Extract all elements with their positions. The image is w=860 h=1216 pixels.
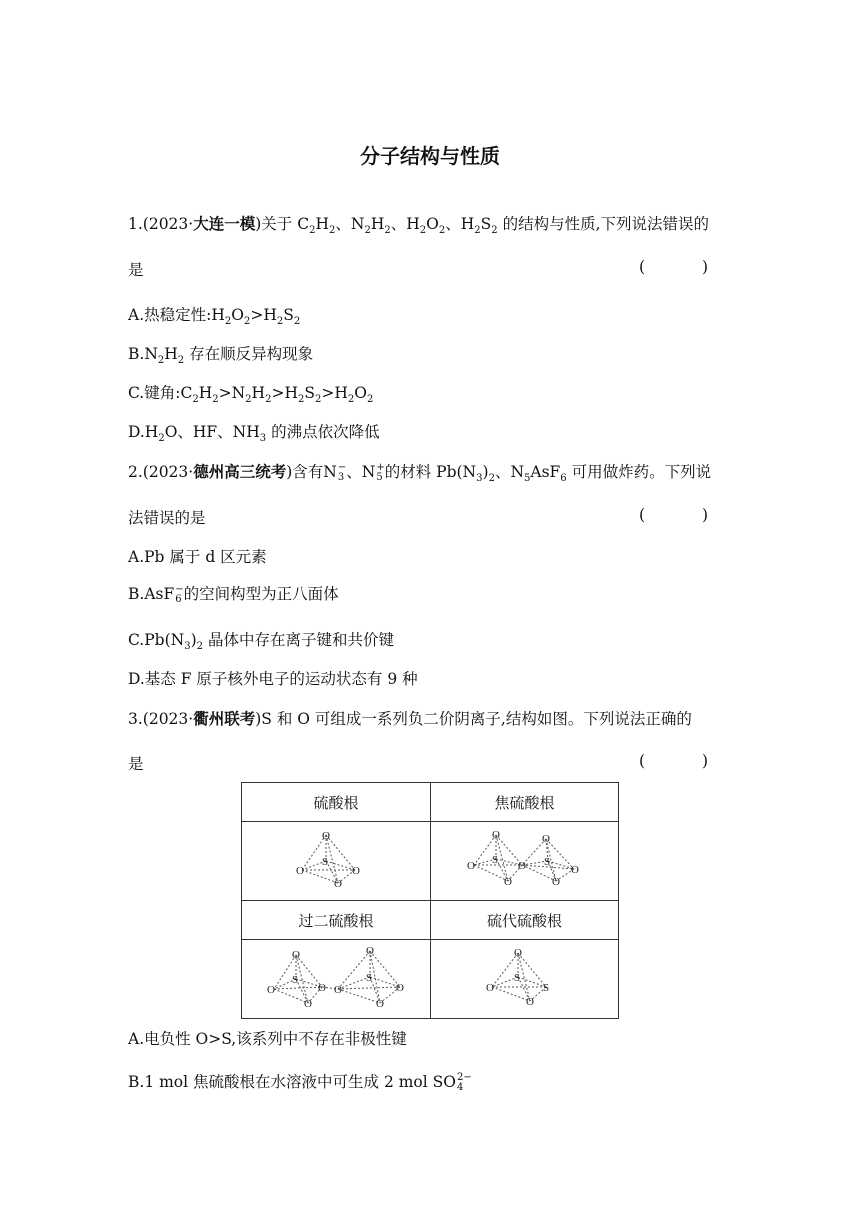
thiosulfate-structure-diagram: [474, 941, 574, 1013]
q1-option-c: C.键角$:C_2H_2>N_2H_2>H_2S_2>H_2O_2$: [128, 384, 374, 406]
atom-o: O: [295, 865, 304, 877]
q1-stem: [128, 212, 738, 236]
atom-o: O: [571, 864, 580, 876]
q3-stem-tail: 是: [128, 755, 144, 773]
atom-s: S: [514, 972, 521, 984]
atom-o: O: [514, 947, 523, 959]
atom-o: O: [395, 982, 404, 994]
atom-s: S: [291, 974, 299, 986]
q3-option-a: A.电负性 O>S,该系列中不存在非极性键: [128, 1030, 407, 1048]
q2-option-c: $C.Pb(N_3)_2$ 晶体中存在离子键和共价键: [128, 631, 394, 653]
atom-o: O: [492, 829, 501, 841]
q2-answer-paren: ( ): [638, 506, 734, 524]
q1-option-d: $D.H_2O$、HF、$NH_3$ 的沸点依次降低: [128, 423, 380, 445]
atom-o: O: [321, 830, 330, 842]
atom-o: O: [486, 982, 495, 994]
peroxydisulfate-structure-diagram: [266, 941, 406, 1013]
header-peroxydisulfate: 过二硫酸根: [242, 901, 431, 940]
peroxydisulfate-structure-cell: [242, 940, 431, 1019]
thiosulfate-structure-cell: [430, 940, 618, 1019]
q1-stem-a: 关于 C: [261, 215, 310, 233]
q3-close: ): [255, 710, 262, 728]
atom-o: O: [266, 984, 275, 996]
q2-stem-tail: 法错误的是: [128, 509, 206, 527]
q2-option-b-post: 的空间构型为正八面体: [183, 585, 339, 603]
atom-o-bridge: O: [518, 860, 527, 872]
atom-o-peroxo: O: [317, 982, 326, 994]
atom-o: O: [303, 998, 312, 1010]
q3-option-b-text: B.1 mol 焦硫酸根在水溶液中可生成 2 mol SO: [128, 1073, 456, 1091]
q1-option-c-text: C.键角:C: [128, 384, 193, 402]
q1-answer-paren: ( ): [638, 258, 734, 276]
q3-source: 衢州联考: [193, 710, 256, 728]
atom-s: S: [544, 856, 551, 868]
header-pyrosulfate: 焦硫酸根: [430, 783, 618, 822]
q2-source: 德州高三统考: [193, 463, 287, 481]
atom-o: O: [467, 860, 476, 872]
q1-option-d-text: D.H: [128, 423, 159, 441]
q1-option-a: A.热稳定性$:H_2O_2>H_2S_2$: [128, 306, 301, 328]
q2-stem: 2.(2023·德州高三统考)含有N − 3 、N + 5 的材料 $Pb(N_3)_2$、$N_5AsF_6$ 可用做炸药。下列说: [128, 462, 712, 485]
atom-o: O: [375, 998, 384, 1010]
q2-option-a: A.Pb 属于 d 区元素: [128, 548, 267, 566]
q3-stem-text: S 和 O 可组成一系列负二价阴离子,结构如图。下列说法正确的: [261, 710, 692, 728]
atom-o: O: [291, 949, 300, 961]
pyrosulfate-structure-diagram: [464, 823, 584, 895]
page-title: 分子结构与性质: [360, 144, 500, 168]
q2-option-b-pre: B.AsF: [128, 585, 175, 603]
atom-s: S: [492, 854, 499, 866]
q3-stem: [128, 707, 738, 729]
atom-s: S: [543, 982, 550, 994]
q2-number: 2.(2023·: [128, 463, 194, 481]
q1-close: ): [255, 215, 262, 233]
header-thiosulfate: 硫代硫酸根: [430, 901, 618, 940]
atom-o: O: [526, 996, 535, 1008]
atom-o: O: [542, 833, 551, 845]
q1-source: 大连一模: [193, 215, 256, 233]
atom-o: O: [333, 878, 342, 890]
sulfate-structure-diagram: [286, 823, 386, 895]
atom-s: S: [365, 972, 373, 984]
q2-option-d: D.基态 F 原子核外电子的运动状态有 9 种: [128, 670, 418, 688]
q1-option-a-text: A.热稳定性:H: [128, 306, 225, 324]
pyrosulfate-structure-cell: [430, 822, 618, 901]
atom-o: O: [504, 876, 513, 888]
q1-stem-tail: 是: [128, 261, 144, 279]
q3-option-b: B.1 mol 焦硫酸根在水溶液中可生成 2 mol SO 2− 4: [128, 1072, 472, 1093]
atom-s: S: [321, 856, 329, 868]
atom-o: O: [552, 876, 561, 888]
q3-answer-paren: ( ): [638, 752, 734, 770]
header-sulfate: 硫酸根: [242, 783, 431, 822]
q2-option-c-text: C.Pb(N: [128, 631, 185, 649]
sulfate-structure-cell: [242, 822, 431, 901]
q1-option-b-text: B.N: [128, 345, 158, 363]
atom-o: O: [365, 945, 374, 957]
structure-table: [241, 782, 619, 1019]
atom-o: O: [351, 865, 360, 877]
q2-option-b: B.AsF − 6 的空间构型为正八面体: [128, 584, 339, 605]
q3-number: 3.(2023·: [128, 710, 194, 728]
q1-number: 1.(2023·: [128, 215, 194, 233]
q1-option-b: $B.N_2H_2$ 存在顺反异构现象: [128, 345, 314, 367]
q1-stem-text: 关于 $C_2H_2$、$N_2H_2$、$H_2O_2$、$H_2S_2$ 的结构与性质,下列说法错误的: [261, 215, 709, 237]
atom-o-peroxo: O: [333, 984, 342, 996]
q2-close: ): [286, 463, 293, 481]
